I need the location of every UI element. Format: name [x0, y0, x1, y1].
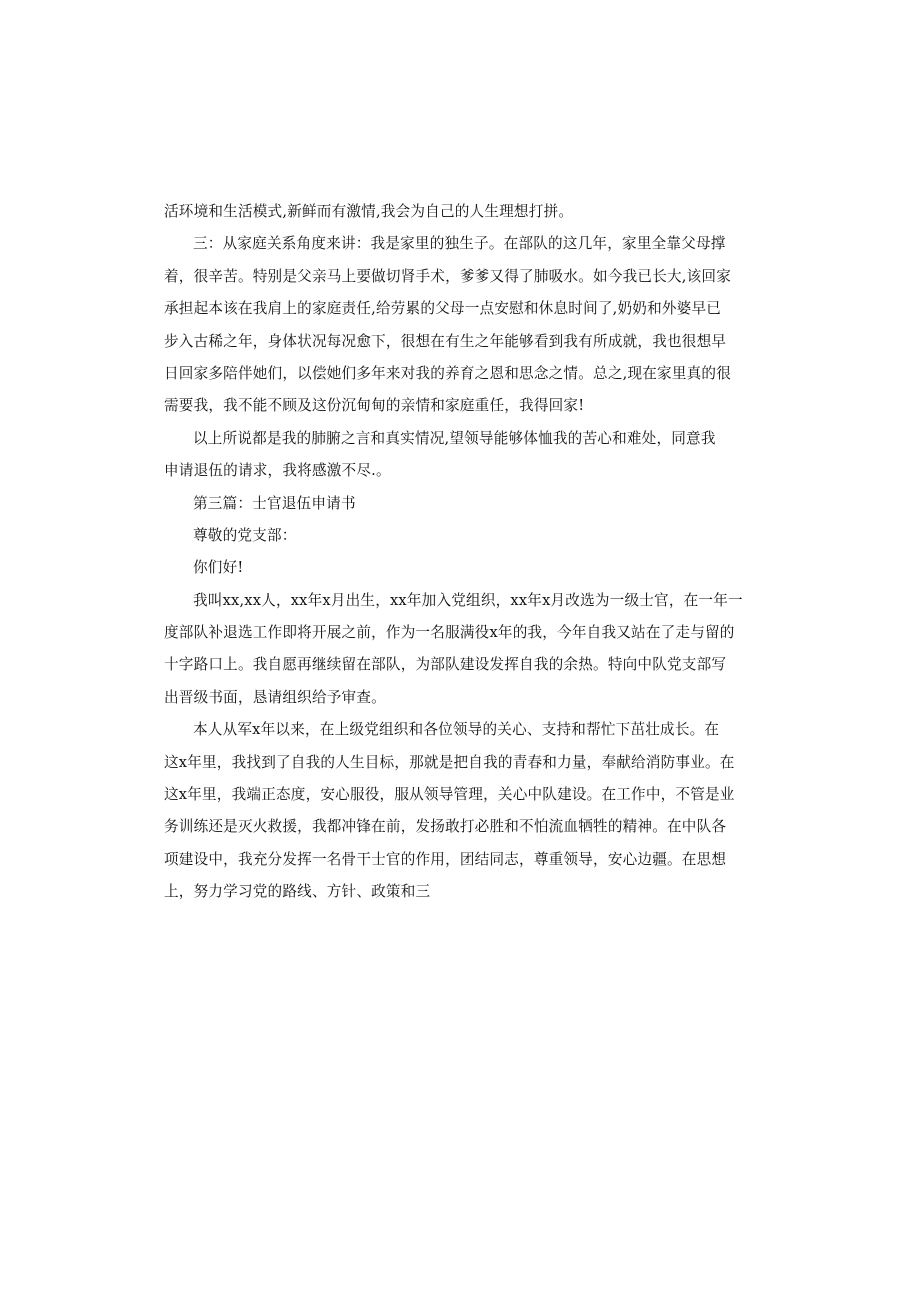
salutation: 尊敬的党支部：: [193, 526, 297, 544]
paragraph-line: 这x年里，我找到了自我的人生目标，那就是把自我的青春和力量，奉献给消防事业。在: [164, 753, 735, 771]
paragraph-line: 出晋级书面，恳请组织给予审查。: [164, 688, 386, 706]
paragraph-line: 本人从军x年以来，在上级党组织和各位领导的关心、支持和帮忙下茁壮成长。在: [193, 721, 720, 739]
paragraph-line: 我叫xx,xx人，xx年x月出生，xx年加入党组织，xx年x月改选为一级士官，在一年一: [193, 591, 743, 609]
paragraph-line: 着，很辛苦。特别是父亲马上要做切肾手术，爹爹又得了肺吸水。如今我已长大,该回家: [164, 267, 732, 285]
paragraph-line: 步入古稀之年，身体状况每况愈下，很想在有生之年能够看到我有所成就，我也很想早: [164, 332, 727, 350]
paragraph-line: 承担起本该在我肩上的家庭责任,给劳累的父母一点安慰和休息时间了,奶奶和外婆早已: [164, 300, 722, 318]
paragraph-line: 项建设中，我充分发挥一名骨干士官的作用，团结同志，尊重领导，安心边疆。在思想: [164, 850, 727, 868]
paragraph-line: 申请退伍的请求，我将感激不尽.。: [164, 462, 391, 480]
document-body: [164, 196, 750, 909]
greeting: 你们好!: [193, 559, 244, 577]
paragraph-line: 需要我，我不能不顾及这份沉甸甸的亲情和家庭重任，我得回家!: [164, 397, 585, 415]
paragraph-line: 务训练还是灭火救援，我都冲锋在前，发扬敢打必胜和不怕流血牺牲的精神。在中队各: [164, 818, 727, 836]
paragraph-line: 日回家多陪伴她们，以偿她们多年来对我的养育之恩和思念之情。总之,现在家里真的很: [164, 364, 732, 382]
paragraph-line: 以上所说都是我的肺腑之言和真实情况,望领导能够体恤我的苦心和难处，同意我: [193, 429, 716, 447]
paragraph-line: 度部队补退选工作即将开展之前，作为一名服满役x年的我，今年自我又站在了走与留的: [164, 624, 735, 642]
paragraph-line: 上，努力学习党的路线、方针、政策和三: [164, 883, 431, 901]
paragraph-line: 十字路口上。我自愿再继续留在部队，为部队建设发挥自我的余热。特向中队党支部写: [164, 656, 727, 674]
paragraph-line: 这x年里，我端正态度，安心服役，服从领导管理，关心中队建设。在工作中，不管是业: [164, 786, 735, 804]
paragraph-line: 三：从家庭关系角度来讲：我是家里的独生子。在部队的这几年，家里全靠父母撑: [193, 235, 726, 253]
paragraph-line: 活环境和生活模式,新鲜而有激情,我会为自己的人生理想打拼。: [164, 203, 574, 220]
section-heading: 第三篇：士官退伍申请书: [193, 494, 356, 512]
